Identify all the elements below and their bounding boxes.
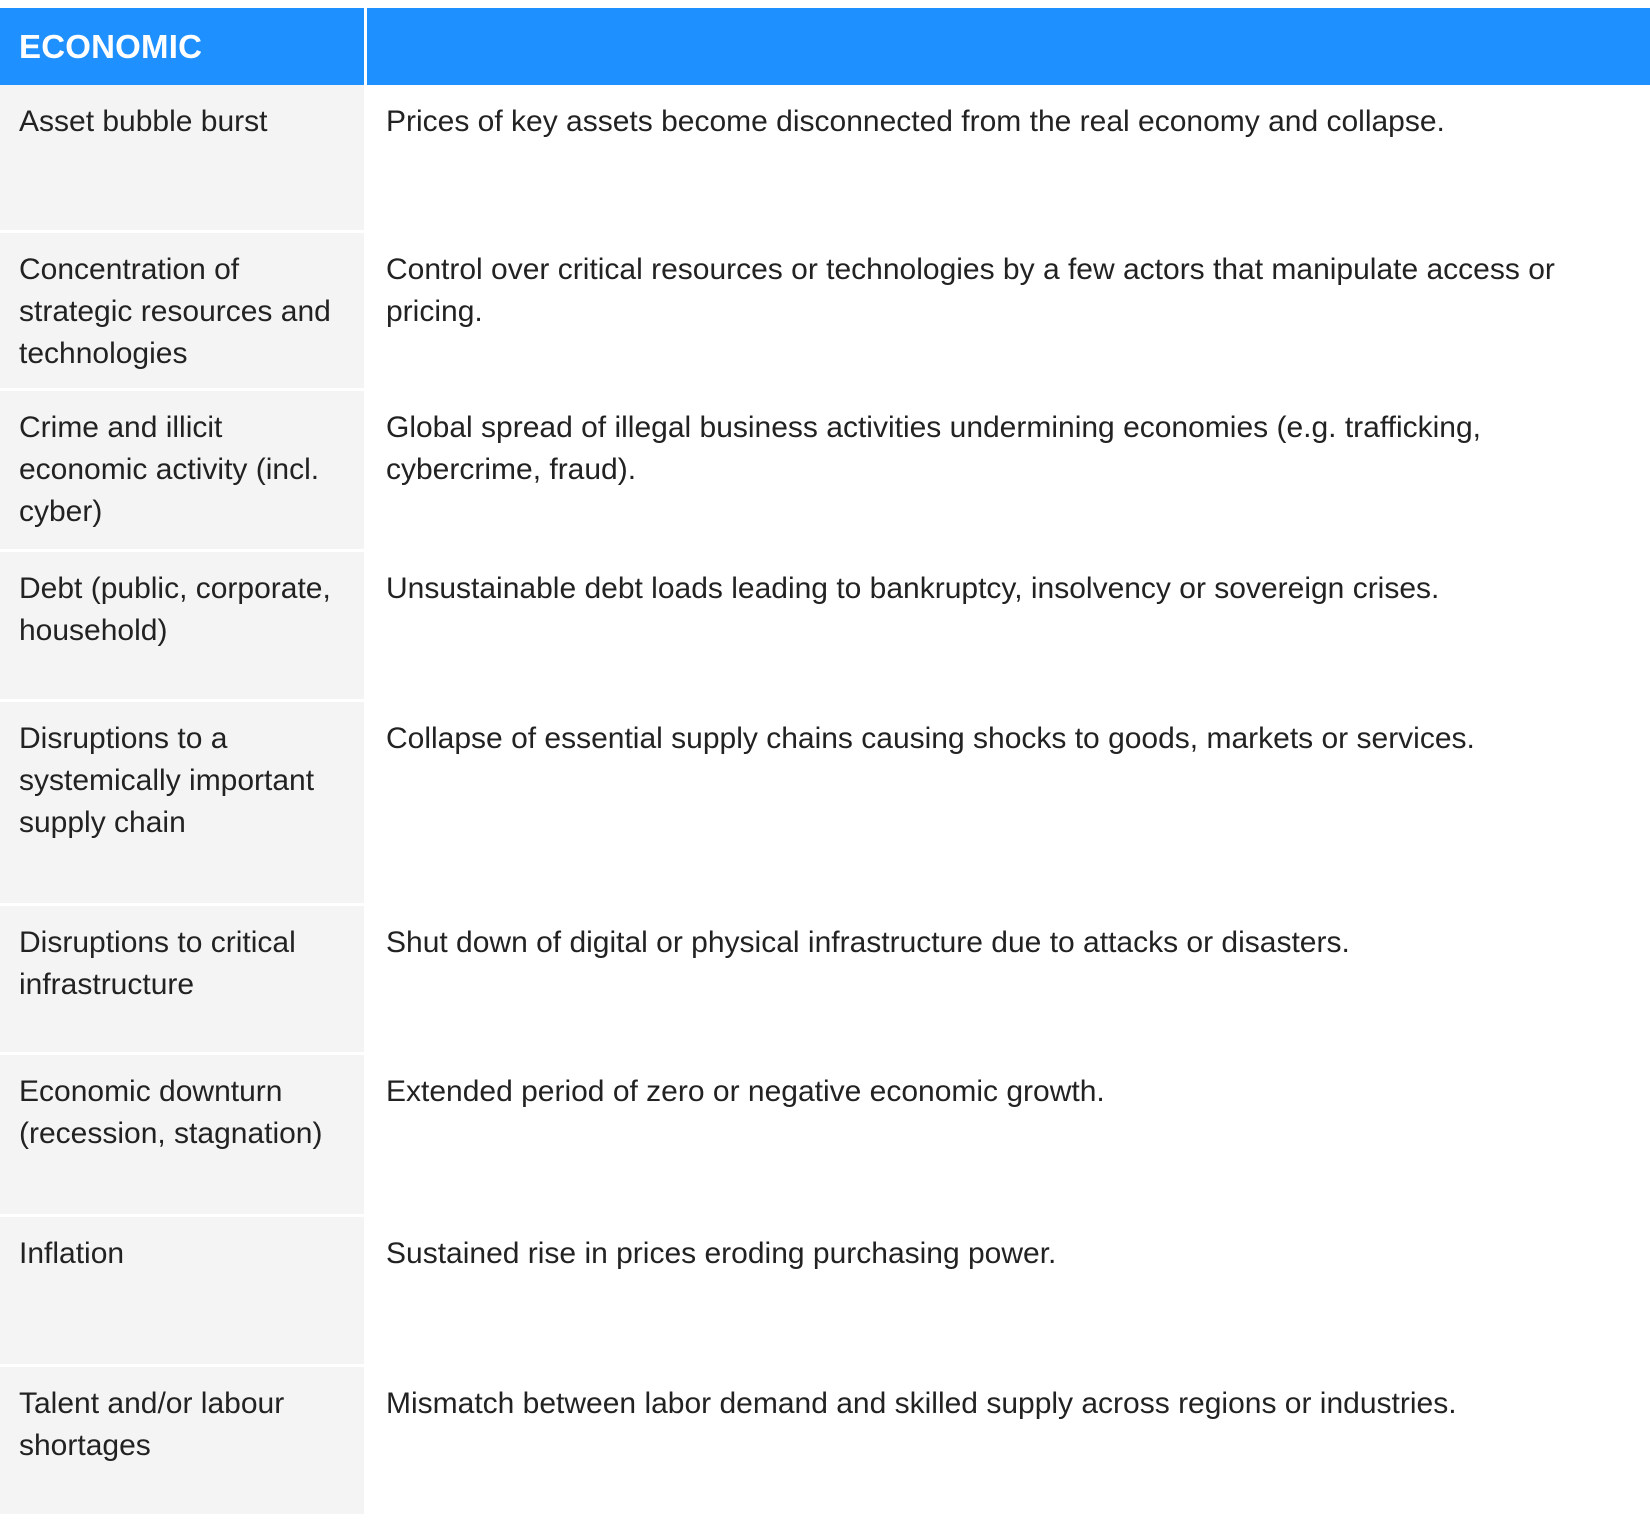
table-row: [0, 230, 1650, 388]
table-row: [0, 699, 1650, 903]
risk-name: Talent and/or labour shortages: [0, 1367, 364, 1514]
risk-description: Extended period of zero or negative economic growth.: [364, 1055, 1650, 1214]
risk-description: Prices of key assets become disconnected from the real economy and collapse.: [364, 85, 1650, 230]
risk-name: Debt (public, corporate, household): [0, 552, 364, 699]
risk-name: Inflation: [0, 1217, 364, 1364]
table-row: [0, 85, 1650, 230]
risk-description: Unsustainable debt loads leading to bankruptcy, insolvency or sovereign crises.: [364, 552, 1650, 699]
table-row: [0, 549, 1650, 699]
risk-description: Control over critical resources or technologies by a few actors that manipulate access or pricing.: [364, 233, 1650, 388]
risk-description: Collapse of essential supply chains causing shocks to goods, markets or services.: [364, 702, 1650, 903]
risk-table: [0, 8, 1650, 1514]
category-heading: ECONOMIC: [0, 8, 364, 85]
risk-name: Asset bubble burst: [0, 85, 364, 230]
table-row: [0, 903, 1650, 1052]
risk-description: Sustained rise in prices eroding purchasing power.: [364, 1217, 1650, 1364]
header-blank-cell: [367, 8, 1650, 85]
risk-description: Shut down of digital or physical infrastructure due to attacks or disasters.: [364, 906, 1650, 1052]
risk-name: Economic downturn (recession, stagnation): [0, 1055, 364, 1214]
risk-description: Mismatch between labor demand and skilled supply across regions or industries.: [364, 1367, 1650, 1514]
table-row: [0, 1214, 1650, 1364]
table-row: [0, 1364, 1650, 1514]
risk-name: Disruptions to critical infrastructure: [0, 906, 364, 1052]
table-row: [0, 1052, 1650, 1214]
risk-name: Disruptions to a systemically important supply chain: [0, 702, 364, 903]
table-header: [0, 8, 1650, 85]
risk-name: Concentration of strategic resources and technologies: [0, 233, 364, 388]
table-row: [0, 388, 1650, 549]
risk-name: Crime and illicit economic activity (incl. cyber): [0, 391, 364, 549]
risk-description: Global spread of illegal business activities undermining economies (e.g. trafficking, cybercrime, fraud).: [364, 391, 1650, 549]
